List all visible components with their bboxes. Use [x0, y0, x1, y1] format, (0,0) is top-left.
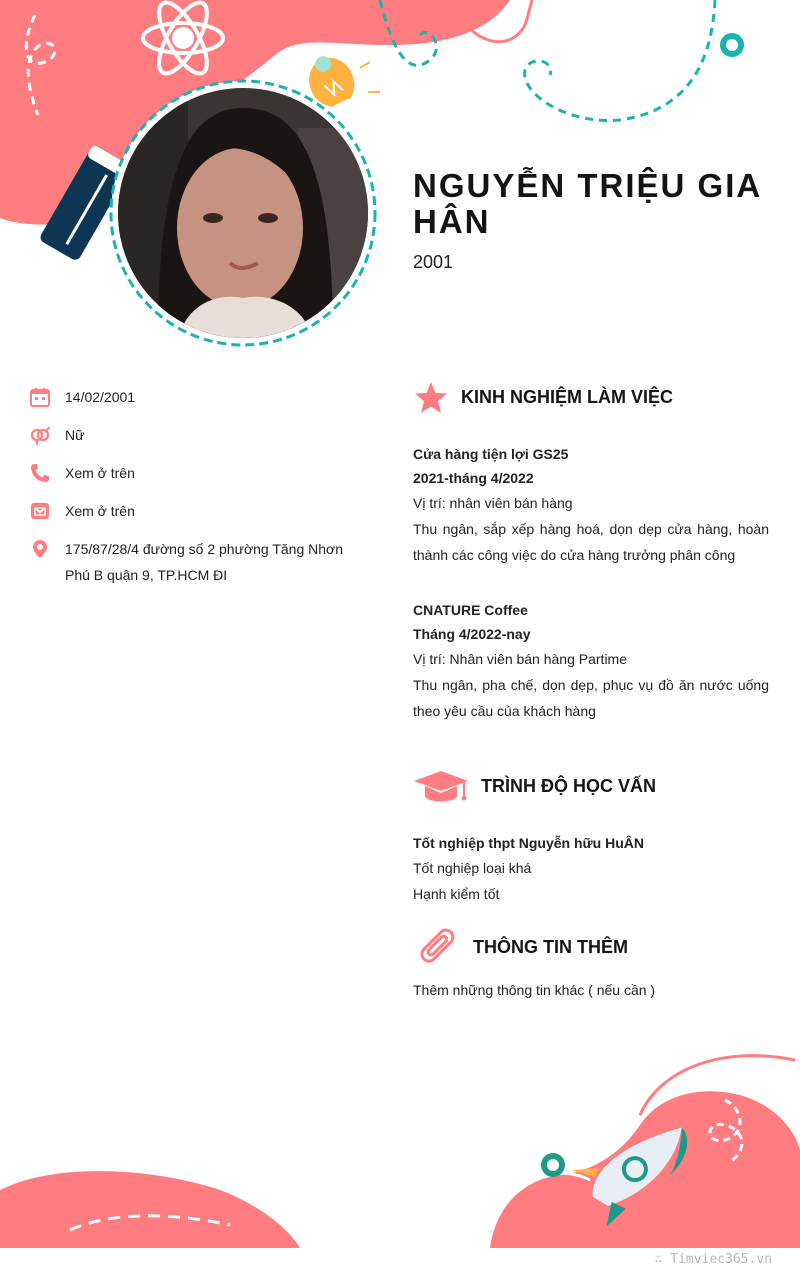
contact-birthday — [30, 384, 330, 410]
birth-year: 2001 — [413, 252, 454, 272]
education-title: TRÌNH ĐỘ HỌC VẤN — [481, 776, 656, 796]
phone-text: Xem ở trên — [65, 465, 135, 481]
location-pin-icon — [30, 539, 50, 559]
education-grade: Tốt nghiệp loại khá — [413, 860, 532, 876]
circle-icon — [723, 36, 741, 54]
address-text: 175/87/28/4 đường số 2 phường Tăng Nhơn Phú B quận 9, TP.HCM ĐI — [65, 541, 343, 583]
gender-icon — [30, 425, 50, 445]
contact-email — [30, 498, 330, 524]
gender-text: Nữ — [65, 427, 85, 443]
job-position: Vị trí: Nhân viên bán hàng Partime — [413, 651, 628, 667]
job-company: Cửa hàng tiện lợi GS25 — [413, 446, 569, 462]
circle-icon — [544, 1156, 562, 1174]
watermark: ∴ Timviec365.vn — [654, 1252, 772, 1267]
profile-photo — [118, 88, 368, 338]
star-icon — [413, 380, 449, 416]
contact-gender — [30, 422, 330, 448]
calendar-icon — [30, 387, 50, 407]
contact-address — [30, 536, 343, 588]
contact-phone — [30, 460, 330, 486]
job-period: 2021-tháng 4/2022 — [413, 470, 534, 486]
email-icon — [30, 501, 50, 521]
extra-text: Thêm những thông tin khác ( nếu cần ) — [413, 982, 656, 998]
extra-title: THÔNG TIN THÊM — [473, 937, 628, 957]
birthday-text: 14/02/2001 — [65, 389, 136, 405]
job-period: Tháng 4/2022-nay — [413, 626, 531, 642]
full-name: NGUYỄN TRIỆU GIA HÂN — [413, 167, 761, 240]
education-school: Tốt nghiệp thpt Nguyễn hữu HuÂN — [413, 835, 644, 851]
graduation-cap-icon — [413, 769, 469, 805]
job-position: Vị trí: nhân viên bán hàng — [413, 495, 573, 511]
education-conduct: Hạnh kiểm tốt — [413, 886, 500, 902]
job-description: Thu ngân, sắp xếp hàng hoá, dọn dẹp cửa hàng, hoàn thành các công việc do cửa hàng trưởng phân công — [413, 521, 769, 563]
email-text: Xem ở trên — [65, 503, 135, 519]
experience-title: KINH NGHIỆM LÀM VIỆC — [461, 387, 674, 407]
phone-icon — [30, 463, 50, 483]
job-description: Thu ngân, pha chế, dọn dẹp, phục vụ đồ ăn nước uống theo yêu cầu của khách hàng — [413, 677, 769, 719]
bottom-decoration — [0, 1040, 800, 1250]
paperclip-icon — [413, 926, 459, 968]
job-company: CNATURE Coffee — [413, 602, 528, 618]
